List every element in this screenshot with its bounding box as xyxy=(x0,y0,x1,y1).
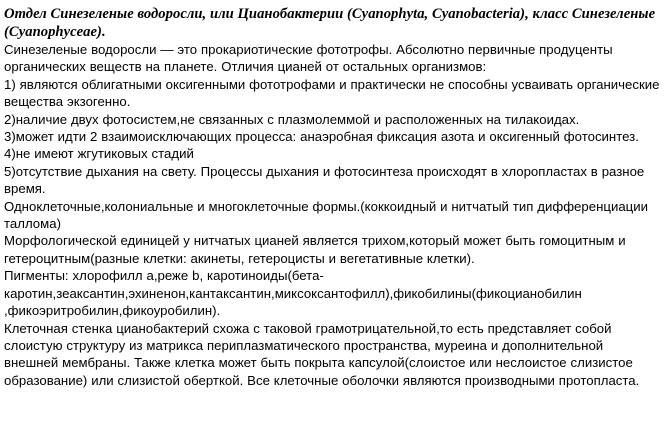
document-heading: Отдел Синезеленые водоросли, или Цианобактерии (Cyanophyta, Cyanobacteria), класс Синезеленые (Cyanophyceae). xyxy=(4,6,656,40)
paragraph-pigments-line-1: Пигменты: хлорофилл а,реже b, каротиноиды(бета- xyxy=(4,268,324,284)
paragraph-item-5: 5)отсутствие дыхания на свету. Процессы дыхания и фотосинтеза происходят в хлоропластах в разное время. xyxy=(4,163,645,197)
paragraph-intro: Синезеленые водоросли — это прокариотические фототрофы. Абсолютно первичные продуценты органических веществ на планете. Отличия цианей от остальных организмов: xyxy=(4,42,613,75)
paragraph-forms: Одноклеточные,колониальные и многоклеточные формы.(коккоидный и нитчатый тип дифференциации таллома) xyxy=(4,198,648,232)
paragraph-item-1: 1) являются облигатными оксигенными фототрофами и практически не способны усваивать органические вещества экзогенно. xyxy=(4,76,660,110)
paragraph-item-3: 3)может идти 2 взаимоисключающих процесса: анаэробная фиксация азота и оксигенный фотосинтез. xyxy=(4,129,639,145)
paragraph-item-4: 4)не имеют жгутиковых стадий xyxy=(4,146,194,162)
paragraph-item-2: 2)наличие двух фотосистем,не связанных с плазмолеммой и расположенных на тилакоидах. xyxy=(4,111,580,127)
paragraph-pigments-line-2: каротин,зеаксантин,эхиненон,кантаксантин,миксоксантофилл),фикобилины(фикоцианобилин ,фикоэритробилин,фикоуробилин). xyxy=(4,285,582,319)
paragraph-cell-wall: Клеточная стенка цианобактерий схожа с таковой грамотрицательной,то есть представляет собой слоистую структуру из матрикса периплазматического пространства, муреина и дополнительной внешней мембраны. Также клетка может быть покрыта капсулой(слоистое или неслоистое слизистое образование) или слизистой оберткой. Все клеточные оболочки являются производными протопласта. xyxy=(4,320,640,388)
paragraph-trichome: Морфологической единицей у нитчатых цианей является трихом,который может быть гомоцитным и гетероцитным(разные клетки: акинеты, гетероцисты и вегетативные клетки). xyxy=(4,233,626,266)
